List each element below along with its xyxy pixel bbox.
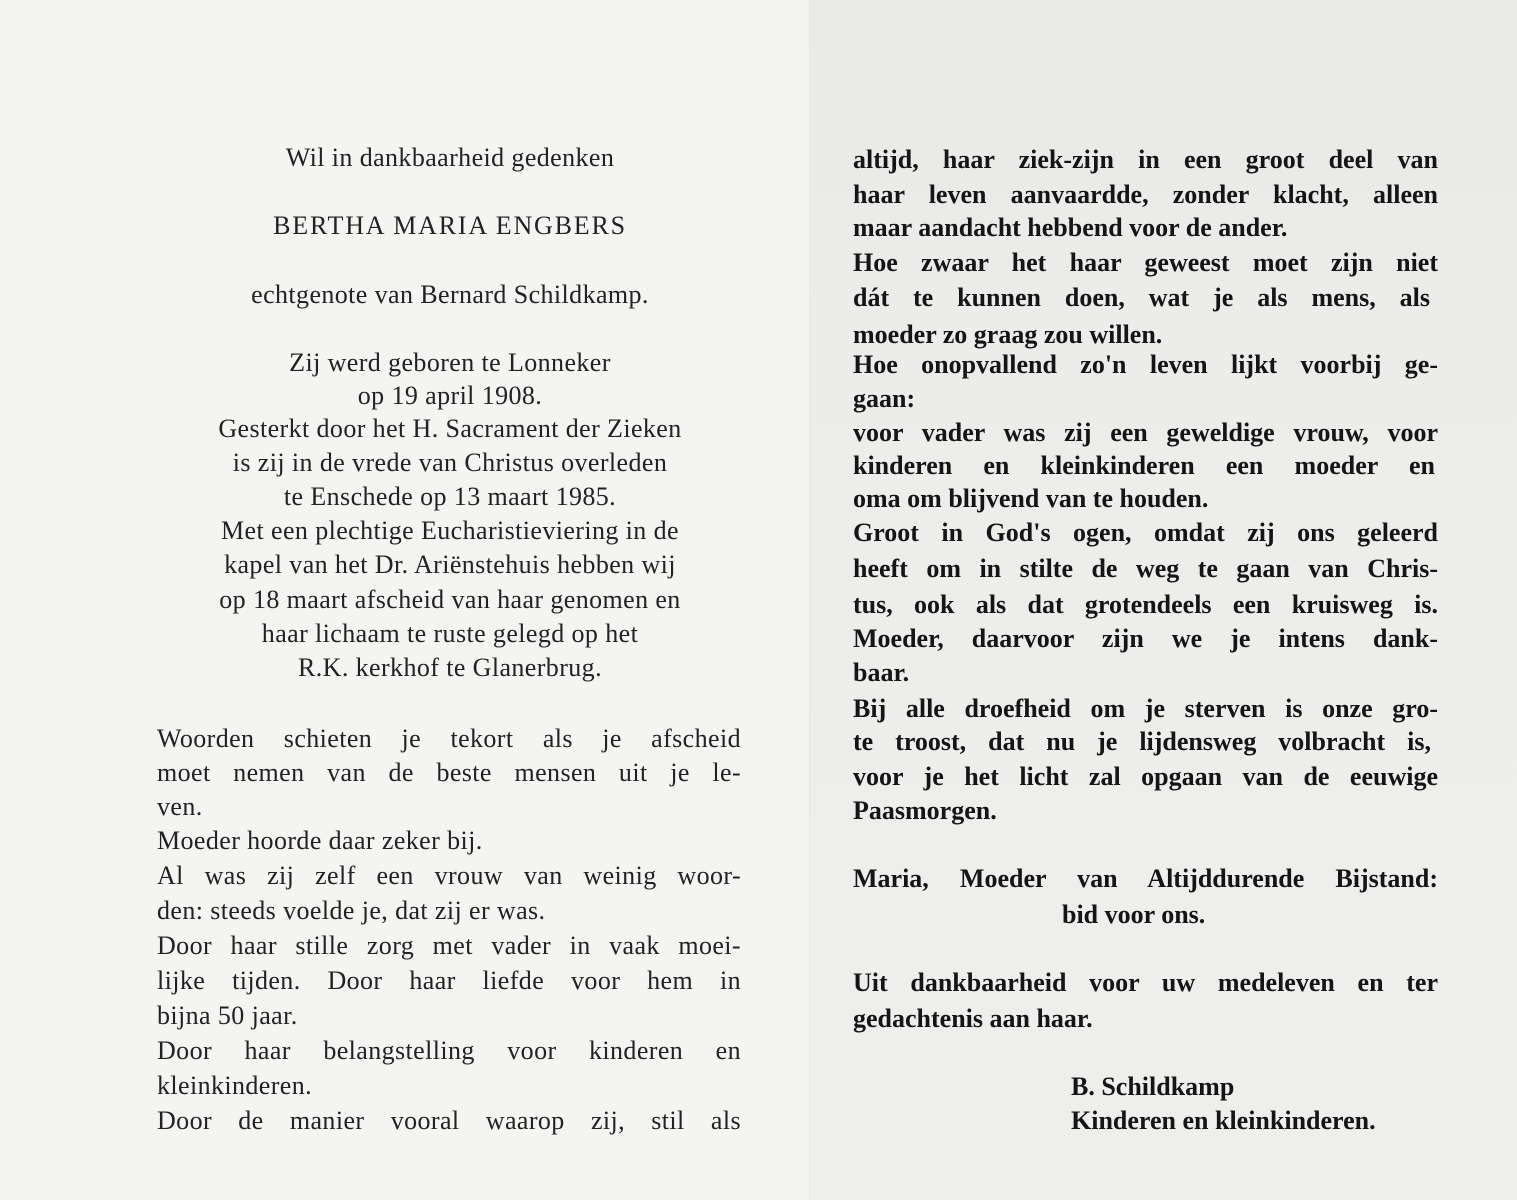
tribute-line: oma om blijvend van te houden. — [853, 484, 1209, 513]
right-panel — [810, 0, 1517, 1200]
intro-line: Wil in dankbaarheid gedenken — [285, 143, 615, 172]
thanks-line: Uit dankbaarheid voor uw medeleven en ter — [853, 968, 1438, 997]
tribute-line: maar aandacht hebbend voor de ander. — [853, 213, 1288, 242]
tribute-line: heeft om in stilte de weg te gaan van Chris- — [853, 554, 1438, 583]
tribute-line: haar leven aanvaardde, zonder klacht, alleen — [853, 180, 1438, 209]
bio-line: haar lichaam te ruste gelegd op het — [261, 619, 639, 648]
prayer-line: bid voor ons. — [1062, 900, 1206, 929]
tribute-line: Hoe zwaar het haar geweest moet zijn niet — [853, 248, 1438, 277]
bio-line: is zij in de vrede van Christus overleden — [232, 448, 668, 477]
tribute-line: Al was zij zelf een vrouw van weinig woor- — [157, 861, 741, 890]
tribute-line: te troost, dat nu je lijdensweg volbracht is, — [853, 727, 1431, 756]
tribute-line: tus, ook als dat grotendeels een kruisweg is. — [853, 590, 1438, 619]
spouse-line: echtgenote van Bernard Schildkamp. — [251, 280, 649, 309]
tribute-line: Hoe onopvallend zo'n leven lijkt voorbij ge- — [853, 350, 1438, 379]
prayer-line: Maria, Moeder van Altijddurende Bijstand: — [853, 864, 1438, 893]
bio-line: kapel van het Dr. Ariënstehuis hebben wij — [224, 550, 676, 579]
tribute-line: moet nemen van de beste mensen uit je le- — [157, 758, 741, 787]
bio-line: Gesterkt door het H. Sacrament der Zieken — [218, 414, 682, 443]
tribute-line: gaan: — [853, 384, 916, 413]
bio-line: te Enschede op 13 maart 1985. — [283, 482, 617, 511]
tribute-line: dát te kunnen doen, wat je als mens, als — [853, 283, 1430, 312]
bio-line: R.K. kerkhof te Glanerbrug. — [298, 653, 602, 682]
bio-line: Zij werd geboren te Lonneker — [289, 348, 611, 377]
tribute-line: altijd, haar ziek-zijn in een groot deel van — [853, 145, 1438, 174]
bio-line: op 18 maart afscheid van haar genomen en — [219, 585, 681, 614]
tribute-line: Door haar stille zorg met vader in vaak moei- — [157, 931, 741, 960]
tribute-line: kleinkinderen. — [157, 1071, 313, 1100]
tribute-line: Door de manier vooral waarop zij, stil als — [157, 1106, 741, 1135]
tribute-line: voor je het licht zal opgaan van de eeuwige — [853, 762, 1438, 791]
signature-line: B. Schildkamp — [1071, 1072, 1235, 1101]
bio-line: Met een plechtige Eucharistieviering in de — [221, 516, 679, 545]
tribute-line: ven. — [157, 792, 203, 821]
tribute-line: bijna 50 jaar. — [157, 1001, 298, 1030]
thanks-line: gedachtenis aan haar. — [853, 1004, 1093, 1033]
tribute-line: lijke tijden. Door haar liefde voor hem in — [157, 966, 741, 995]
tribute-line: den: steeds voelde je, dat zij er was. — [157, 896, 546, 925]
tribute-line: Woorden schieten je tekort als je afscheid — [157, 724, 741, 753]
tribute-line: Bij alle droefheid om je sterven is onze gro- — [853, 694, 1438, 723]
tribute-line: Moeder hoorde daar zeker bij. — [157, 826, 483, 855]
tribute-line: Groot in God's ogen, omdat zij ons geleerd — [853, 518, 1438, 547]
tribute-line: baar. — [853, 658, 910, 687]
tribute-line: Door haar belangstelling voor kinderen en — [157, 1036, 741, 1065]
deceased-name: BERTHA MARIA ENGBERS — [273, 211, 627, 240]
tribute-line: moeder zo graag zou willen. — [853, 320, 1163, 349]
signature-line: Kinderen en kleinkinderen. — [1071, 1106, 1376, 1135]
tribute-line: Paasmorgen. — [853, 796, 997, 825]
bio-line: op 19 april 1908. — [357, 381, 543, 410]
tribute-line: voor vader was zij een geweldige vrouw, voor — [853, 418, 1438, 447]
tribute-line: kinderen en kleinkinderen een moeder en — [853, 451, 1435, 480]
tribute-line: Moeder, daarvoor zijn we je intens dank- — [853, 624, 1438, 653]
